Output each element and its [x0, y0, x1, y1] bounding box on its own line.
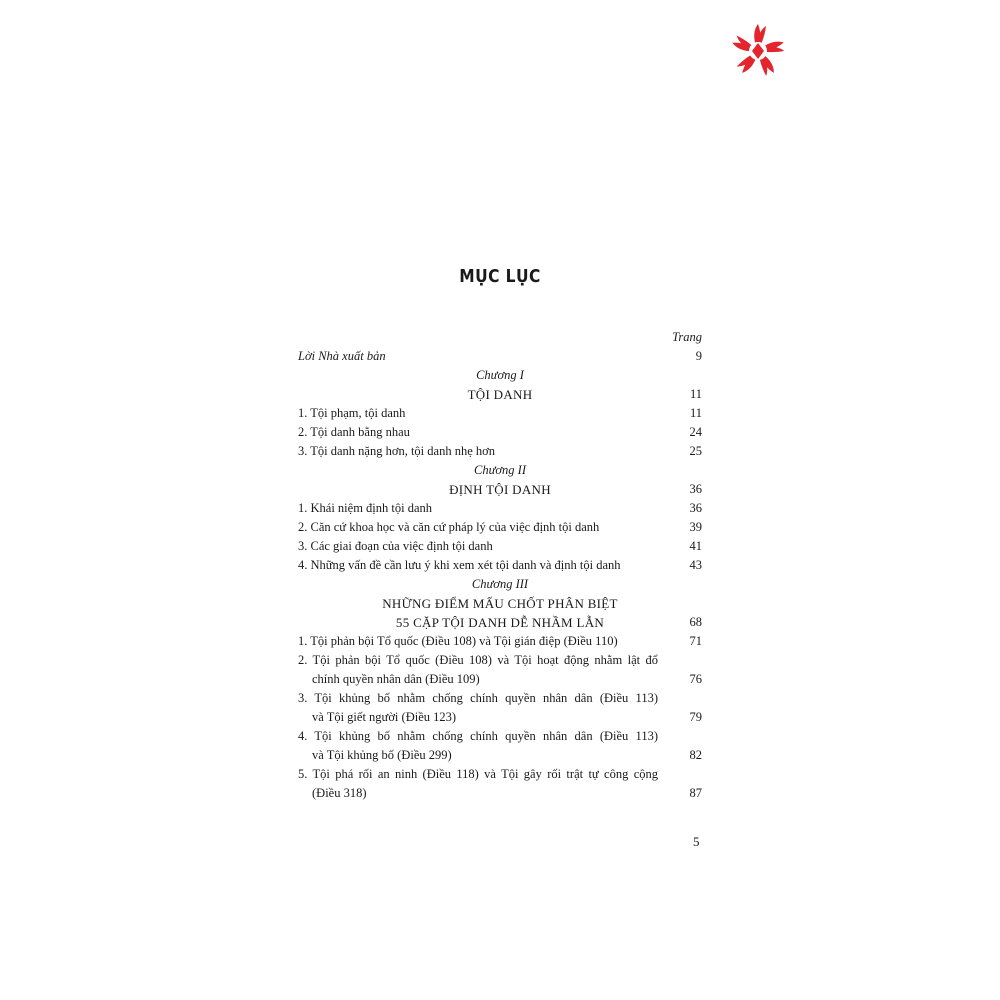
toc-entry-text: 3. Tội danh nặng hơn, tội danh nhẹ hơn: [298, 444, 495, 458]
chapter-title-row[interactable]: [298, 385, 702, 404]
star-burst-logo: [728, 22, 788, 80]
toc-entry-text: 1. Tội phạm, tội danh: [298, 406, 406, 420]
toc-entry[interactable]: [298, 556, 702, 575]
chapter-title-row: [298, 594, 702, 613]
toc-entry-page: 41: [689, 539, 702, 553]
chapter-label-text: Chương III: [471, 577, 529, 591]
toc-entry-page: 82: [689, 748, 702, 762]
chapter-label: [298, 461, 702, 480]
toc-entry-text: và Tội khủng bố (Điều 299): [312, 748, 452, 762]
toc-entry-page: 39: [689, 520, 702, 534]
toc-entry[interactable]: [298, 746, 702, 765]
chapter-title: 55 CẶP TỘI DANH DỄ NHẦM LẪN: [395, 615, 605, 630]
toc-entry-page: 11: [689, 406, 702, 420]
toc-entry-text: (Điều 318): [312, 786, 367, 800]
toc-entry[interactable]: [298, 518, 702, 537]
toc-entry-text: 1. Tội phản bội Tổ quốc (Điều 108) và Tội gián điệp (Điều 110): [298, 634, 618, 648]
toc-entry-page: 43: [689, 558, 702, 572]
toc-entry-text: 2. Tội phản bội Tổ quốc (Điều 108) và Tội hoạt động nhằm lật đổ: [298, 653, 658, 667]
chapter-title-row[interactable]: [298, 480, 702, 499]
toc-entry[interactable]: [298, 632, 702, 651]
toc-entry-page: 36: [689, 482, 702, 496]
toc-entry-page: 76: [689, 672, 702, 686]
chapter-label: [298, 366, 702, 385]
toc-entry[interactable]: [298, 727, 702, 746]
toc-entry-text: 3. Các giai đoạn của việc định tội danh: [298, 539, 493, 553]
chapter-label-text: Chương I: [476, 368, 524, 382]
toc-entry-page: 24: [689, 425, 702, 439]
toc-entry-page: 87: [689, 786, 702, 800]
chapter-title-row[interactable]: [298, 613, 702, 632]
chapter-title: ĐỊNH TỘI DANH: [449, 482, 551, 497]
toc-title: MỤC LỤC: [459, 266, 541, 287]
toc-entry-text: 4. Những vấn đề cần lưu ý khi xem xét tội danh và định tội danh: [298, 558, 621, 572]
toc-entry[interactable]: [298, 651, 702, 670]
toc-entry-text: và Tội giết người (Điều 123): [312, 710, 457, 724]
toc-entry-page: 68: [689, 615, 702, 629]
toc-entry[interactable]: [298, 784, 702, 803]
chapter-label-text: Chương II: [473, 463, 527, 477]
toc-entry[interactable]: [298, 670, 702, 689]
toc-entry-page: 79: [689, 710, 702, 724]
toc-entry[interactable]: [298, 765, 702, 784]
toc-entry[interactable]: [298, 689, 702, 708]
toc-entry-text: 5. Tội phá rối an ninh (Điều 118) và Tội gây rối trật tự công cộng: [298, 767, 658, 781]
toc-entry-text: 2. Căn cứ khoa học và căn cứ pháp lý của việc định tội danh: [298, 520, 600, 534]
chapter-title: TỘI DANH: [467, 387, 533, 402]
toc-entry-page: 11: [689, 387, 702, 401]
page-column-header: Trang: [672, 330, 702, 344]
toc-entry[interactable]: [298, 404, 702, 423]
toc-entry-page: 25: [689, 444, 702, 458]
toc-entry[interactable]: [298, 347, 702, 366]
toc-entry[interactable]: [298, 442, 702, 461]
toc-entry-page: 36: [689, 501, 702, 515]
toc-entry-page: 9: [695, 349, 702, 363]
table-of-contents: [298, 328, 702, 803]
toc-entry-text: 1. Khái niệm định tội danh: [298, 501, 433, 515]
toc-entry-text: Lời Nhà xuất bản: [298, 349, 386, 363]
toc-entry-text: 4. Tội khủng bố nhằm chống chính quyền nhân dân (Điều 113): [298, 729, 658, 743]
toc-entry[interactable]: [298, 537, 702, 556]
toc-entry[interactable]: [298, 423, 702, 442]
toc-entry-text: 3. Tội khủng bố nhằm chống chính quyền nhân dân (Điều 113): [298, 691, 658, 705]
toc-entry[interactable]: [298, 499, 702, 518]
page-number: 5: [693, 834, 700, 849]
page-column-header-row: [298, 328, 702, 347]
toc-entry[interactable]: [298, 708, 702, 727]
chapter-label: [298, 575, 702, 594]
toc-entry-text: 2. Tội danh bằng nhau: [298, 425, 410, 439]
toc-entry-page: 71: [689, 634, 702, 648]
toc-entry-text: chính quyền nhân dân (Điều 109): [312, 672, 480, 686]
chapter-title: NHỮNG ĐIỂM MẤU CHỐT PHÂN BIỆT: [382, 596, 618, 611]
